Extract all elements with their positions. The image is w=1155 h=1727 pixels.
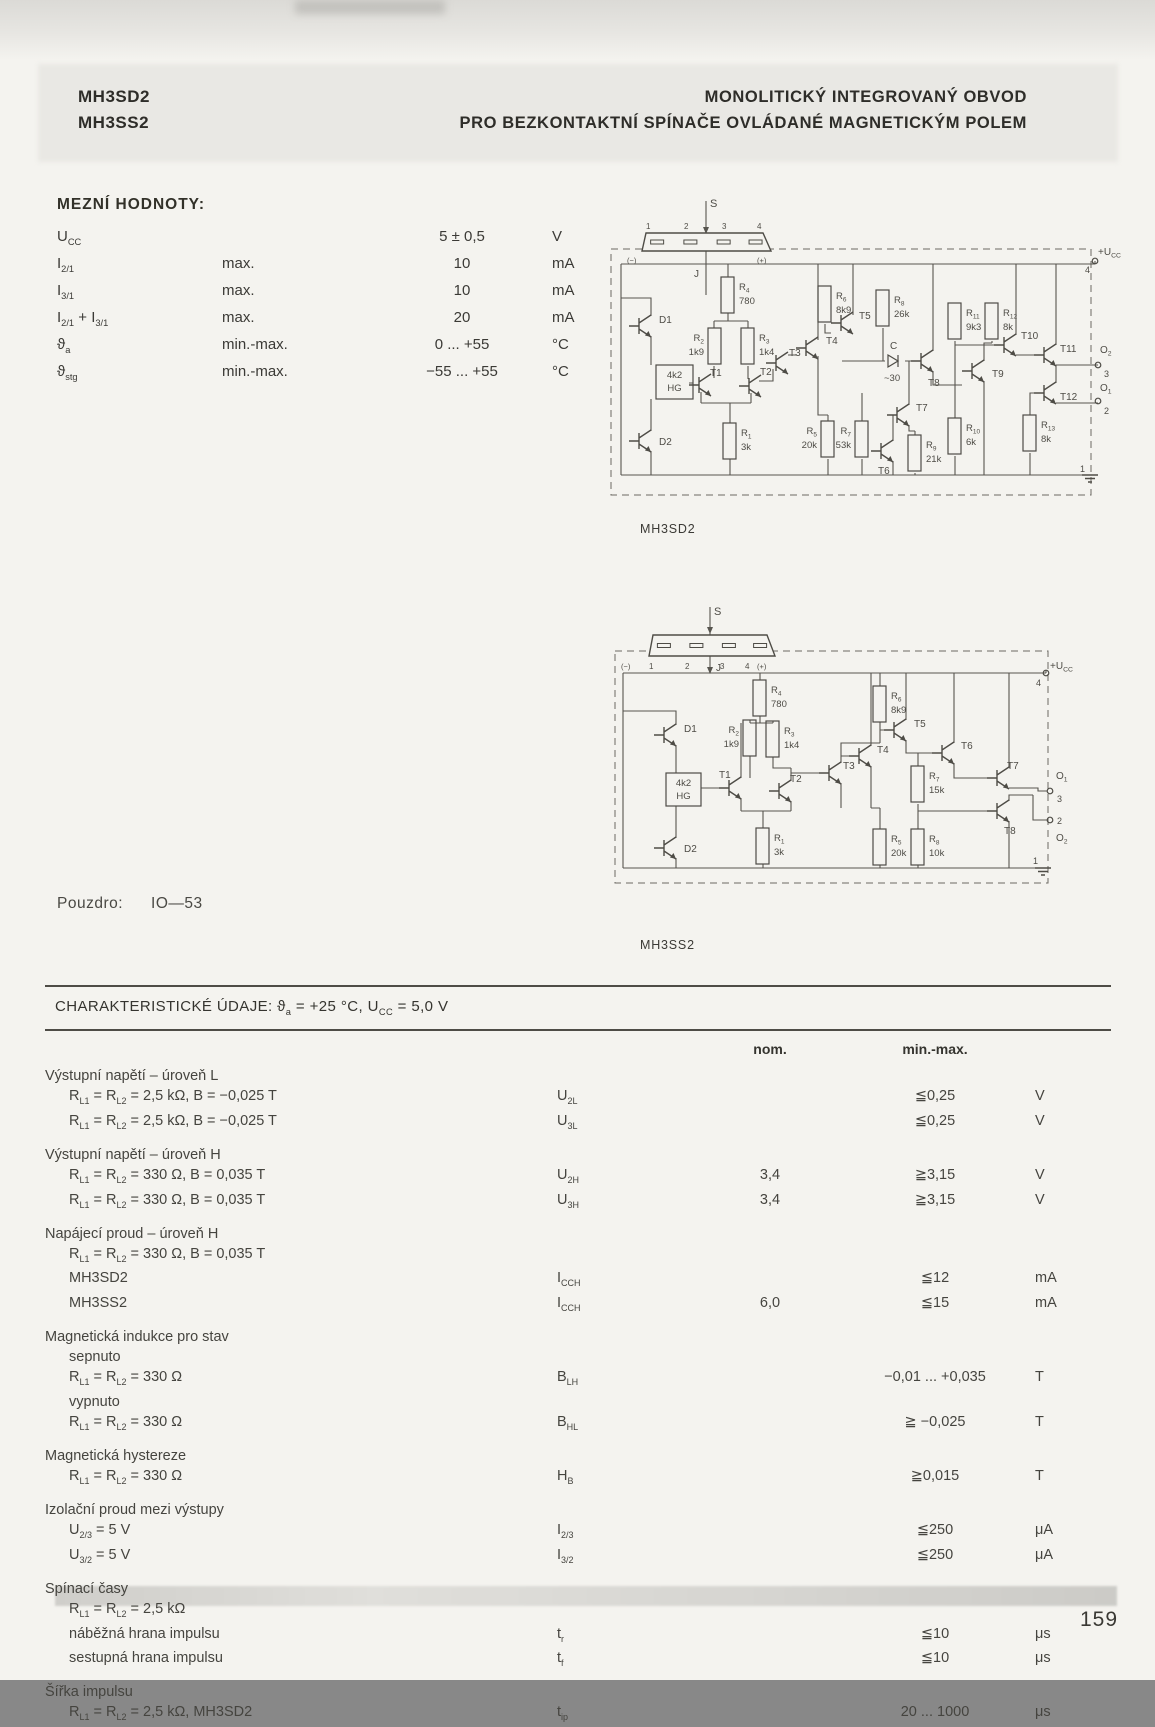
char-group — [45, 1682, 1111, 1727]
resistor — [1023, 415, 1036, 451]
char-group-label: Šířka impulsu — [45, 1684, 133, 1701]
package-value: IO—53 — [151, 895, 203, 912]
resistor — [741, 328, 754, 364]
capacitor-diode-symbol — [888, 355, 898, 367]
resistor-name: $R_3$ — [759, 333, 770, 346]
resistor-value: 53k — [835, 440, 851, 451]
char-group-label: Napájecí proud – úroveň H — [45, 1225, 219, 1242]
resistor-value: 1k9 — [723, 739, 739, 750]
transistor-label: T3 — [843, 761, 855, 772]
char-row: $R_{L1} = R_{L2} = 2,5$ kΩ — [69, 1600, 186, 1619]
schematic-label: 4 — [757, 222, 762, 231]
resistor-value: 9k3 — [966, 322, 982, 333]
resistor-value: 3k — [741, 442, 752, 453]
char-group-label: Magnetická hystereze — [45, 1448, 187, 1465]
schematic-mh3sd2 — [593, 193, 1121, 528]
ground-symbol — [1035, 868, 1051, 875]
char-group-label: Magnetická indukce pro stav — [45, 1329, 229, 1346]
schematic-label: 2 — [685, 662, 690, 671]
schematic-label: $O_2$ — [1056, 833, 1068, 846]
resistor-name: $R_{12}$ — [1003, 308, 1018, 321]
resistor — [985, 303, 998, 339]
title-line2: PRO BEZKONTAKTNÍ SPÍNAČE OVLÁDANÉ MAGNETICKÝM POLEM — [459, 114, 1027, 132]
schematic-label: 3 — [720, 662, 725, 671]
resistor-name: $R_1$ — [741, 428, 752, 441]
resistor-name: $R_{13}$ — [1041, 420, 1056, 433]
schematic-caption-mh3ss2: MH3SS2 — [640, 938, 695, 952]
resistor-value: 8k — [1003, 322, 1014, 333]
char-row: $U_{3/2} = 5$ V $I_{3/2}$ ≦250 μA — [69, 1546, 1054, 1565]
schematic-mh3sd2-drawing — [593, 193, 1121, 528]
char-row: $R_{L1} = R_{L2} = 330$ Ω, B = 0,035 T $U_{3H}$ 3,4 ≧3,15 V — [69, 1191, 1045, 1210]
package-line — [57, 895, 231, 913]
schematic-label: 2 — [684, 222, 689, 231]
resistor-value: 1k9 — [688, 347, 704, 358]
resistor-value: 8k — [1041, 434, 1052, 445]
resistor — [873, 686, 886, 722]
resistor — [708, 328, 721, 364]
schematic-label: S — [710, 198, 718, 210]
part-number-mh3sd2: MH3SD2 — [78, 87, 150, 106]
schematic-label: $+U_{CC}$ — [1098, 247, 1121, 260]
resistor-name: $R_4$ — [771, 685, 782, 698]
char-group — [45, 1446, 1111, 1491]
schematic-label: (+) — [757, 256, 767, 265]
resistor-name: $R_7$ — [929, 771, 940, 784]
limits-row: $ϑ_a$ min.-max. 0 ... +55 °C — [57, 336, 569, 355]
package-outline — [649, 635, 775, 656]
resistor-name: $R_6$ — [891, 691, 902, 704]
transistor-label: T7 — [1007, 761, 1019, 772]
transistor-label: T7 — [916, 403, 928, 414]
transistor-label: T6 — [878, 466, 890, 477]
char-group — [45, 1579, 1111, 1674]
resistor-value: 20k — [801, 440, 817, 451]
schematic-label: $O_1$ — [1100, 383, 1112, 396]
transistor-label: T12 — [1060, 392, 1078, 403]
resistor — [756, 828, 769, 864]
transistor-label: T2 — [760, 367, 772, 378]
schematic-mh3ss2-drawing — [593, 563, 1113, 898]
limits-row: $I_{2/1} + I_{3/1}$ max. 20 mA — [57, 309, 575, 328]
pin-terminal — [1047, 788, 1053, 794]
schematic-label: 4 — [745, 662, 750, 671]
resistor-value: 1k4 — [784, 740, 800, 751]
resistor-value: 3k — [774, 847, 785, 858]
resistor-name: $R_2$ — [693, 333, 704, 346]
char-row: $R_{L1} = R_{L2} = 330$ Ω $B_{LH}$ −0,01 ... +0,035 T — [69, 1369, 1044, 1388]
char-row: náběžná hrana impulsu $t_r$ ≦10 μs — [69, 1625, 1051, 1644]
transistor-label: T6 — [961, 741, 973, 752]
char-row: $R_{L1} = R_{L2} = 330$ Ω $B_{HL}$ ≧ −0,025 T — [69, 1414, 1044, 1433]
resistor-name: $R_8$ — [929, 834, 940, 847]
resistor — [948, 303, 961, 339]
limits-section — [57, 196, 587, 390]
char-row: $R_{L1} = R_{L2} = 2,5$ kΩ, B = −0,025 T $U_{2L}$ ≦0,25 V — [69, 1088, 1045, 1106]
resistor-name: $R_1$ — [774, 833, 785, 846]
char-group — [45, 1145, 1111, 1215]
resistor-value: 8k9 — [891, 705, 907, 716]
chip-boundary — [615, 651, 1048, 883]
char-group — [45, 1327, 1111, 1437]
resistor-value: 10k — [929, 848, 945, 859]
col-header-minmax: min.-max. — [902, 1041, 968, 1057]
diode-value: ~30 — [884, 373, 901, 384]
resistor — [855, 421, 868, 457]
resistor — [743, 720, 756, 756]
part-number-mh3ss2: MH3SS2 — [78, 113, 150, 132]
resistor-name: $R_2$ — [728, 725, 739, 738]
s-arrowhead — [707, 627, 713, 634]
schematic-label: (−) — [621, 662, 631, 671]
limits-row: $ϑ_{stg}$ min.-max. −55 ... +55 °C — [57, 363, 569, 382]
pin-number: 4 — [1085, 265, 1091, 275]
char-row: MH3SD2 $I_{CCH}$ ≦12 mA — [69, 1270, 1057, 1289]
package-label: Pouzdro: — [57, 895, 124, 912]
pin-number: 4 — [1036, 678, 1042, 688]
char-row: $R_{L1} = R_{L2} = 330$ Ω $H_B$ ≧0,015 T — [69, 1468, 1044, 1486]
scan-artifact-smudge — [295, 0, 445, 14]
pin-number: 3 — [1057, 794, 1063, 804]
hall-generator-label: 4k2 — [675, 778, 692, 789]
page-title — [460, 84, 1027, 136]
resistor-value: 15k — [929, 785, 945, 796]
resistor-value: 8k9 — [836, 305, 852, 316]
ground-symbol — [1082, 475, 1098, 482]
hall-generator-label: HG — [676, 791, 691, 802]
resistor-name: $R_6$ — [836, 291, 847, 304]
transistor-label: T11 — [1060, 344, 1077, 355]
transistor-label: T2 — [790, 774, 802, 785]
resistor-name: $R_5$ — [806, 426, 817, 439]
scan-artifact-top — [0, 0, 1155, 60]
schematic-label: 1 — [646, 222, 651, 231]
pin-number: 2 — [1057, 816, 1063, 826]
char-group — [45, 1224, 1111, 1319]
resistor — [721, 277, 734, 313]
char-group-label: Výstupní napětí – úroveň H — [45, 1146, 221, 1163]
limits-row: $U_{CC}$ 5 ± 0,5 V — [57, 228, 563, 247]
char-group-label: Spínací časy — [45, 1580, 129, 1597]
limits-heading: MEZNÍ HODNOTY: — [57, 196, 206, 213]
transistor-label: T4 — [877, 745, 889, 756]
resistor-name: $R_7$ — [840, 426, 851, 439]
schematic-caption-mh3sd2: MH3SD2 — [640, 522, 696, 536]
package-outline — [642, 233, 771, 251]
schematic-label: J — [694, 269, 699, 280]
resistor — [818, 286, 831, 322]
resistor-value: 6k — [966, 437, 977, 448]
transistor-label: T1 — [710, 368, 722, 379]
part-numbers — [78, 84, 150, 136]
resistor-value: 780 — [739, 296, 755, 307]
limits-rows — [57, 228, 587, 390]
char-row: sestupná hrana impulsu $t_f$ ≦10 μs — [69, 1650, 1051, 1669]
characteristics-groups — [45, 1066, 1111, 1727]
limits-row: $I_{3/1}$ max. 10 mA — [57, 282, 575, 301]
pin-number: 1 — [1080, 464, 1086, 474]
pin-number: 1 — [1033, 856, 1039, 866]
resistor — [753, 680, 766, 716]
transistor-label: T9 — [992, 369, 1004, 380]
transistor-label: T8 — [1004, 826, 1016, 837]
char-row: $R_{L1} = R_{L2} = 2,5$ kΩ, B = −0,025 T $U_{3L}$ ≦0,25 V — [69, 1112, 1045, 1131]
char-row: $R_{L1} = R_{L2} = 330$ Ω, B = 0,035 T — [69, 1245, 266, 1264]
resistor — [766, 721, 779, 757]
resistor — [911, 766, 924, 802]
transistor-label: T4 — [826, 336, 838, 347]
title-line1: MONOLITICKÝ INTEGROVANÝ OBVOD — [704, 88, 1027, 106]
transistor-label: T1 — [719, 770, 731, 781]
schematic-label: $O_2$ — [1100, 345, 1112, 358]
char-group-label: Výstupní napětí – úroveň L — [45, 1068, 219, 1084]
transistor-label: T10 — [1021, 331, 1039, 342]
char-row: $R_{L1} = R_{L2} = 2,5$ kΩ, MH3SD2 $t_{ip}$ 20 ... 1000 μs — [69, 1704, 1051, 1723]
pin-number: 3 — [1104, 369, 1110, 379]
schematic-label: J — [716, 663, 721, 674]
resistor-name: $R_4$ — [739, 282, 750, 295]
characteristics-heading: CHARAKTERISTICKÉ ÚDAJE: $ϑ_a = +25$ °C, $U_{CC} = 5,0$ V — [55, 998, 449, 1017]
resistor-name: $R_9$ — [926, 440, 937, 453]
characteristics-section — [45, 985, 1111, 1727]
schematic-label: $O_1$ — [1056, 771, 1068, 784]
resistor-value: 1k4 — [759, 347, 775, 358]
diode-label: C — [890, 341, 898, 352]
resistor-name: $R_8$ — [894, 295, 905, 308]
char-group — [45, 1066, 1111, 1136]
resistor-name: $R_{11}$ — [966, 308, 980, 321]
column-headers — [45, 1031, 1111, 1057]
page-number: 159 — [1080, 1608, 1119, 1631]
char-row: vypnuto — [69, 1394, 120, 1411]
char-row: MH3SS2 $I_{CCH}$ 6,0 ≦15 mA — [69, 1295, 1057, 1314]
hall-generator-label: HG — [667, 383, 682, 394]
char-row: $U_{2/3} = 5$ V $I_{2/3}$ ≦250 μA — [69, 1521, 1054, 1540]
transistor-label: D2 — [684, 844, 697, 855]
resistor-name: $R_3$ — [784, 726, 795, 739]
char-row: $R_{L1} = R_{L2} = 330$ Ω, B = 0,035 T $U_{2H}$ 3,4 ≧3,15 V — [69, 1166, 1045, 1185]
pin-number: 2 — [1104, 406, 1110, 416]
resistor — [876, 290, 889, 326]
schematic-label: 1 — [649, 662, 654, 671]
transistor-label: D1 — [659, 315, 672, 326]
transistor-label: D2 — [659, 437, 672, 448]
schematic-label: (+) — [757, 662, 767, 671]
resistor-name: $R_5$ — [891, 834, 902, 847]
resistor-value: 20k — [891, 848, 907, 859]
transistor-label: T3 — [789, 348, 801, 359]
schematic-label: 3 — [722, 222, 727, 231]
resistor-value: 26k — [894, 309, 910, 320]
resistor — [873, 829, 886, 865]
transistor-label: T5 — [914, 719, 926, 730]
transistor-label: T8 — [928, 378, 940, 389]
resistor — [821, 421, 834, 457]
char-group — [45, 1500, 1111, 1570]
schematic-label: $+U_{CC}$ — [1050, 661, 1073, 674]
resistor-value: 21k — [926, 454, 942, 465]
resistor — [723, 423, 736, 459]
char-row: sepnuto — [69, 1349, 121, 1366]
resistor-name: $R_{10}$ — [966, 423, 981, 436]
resistor — [911, 829, 924, 865]
limits-row: $I_{2/1}$ max. 10 mA — [57, 255, 575, 274]
resistor — [908, 435, 921, 471]
resistor-value: 780 — [771, 699, 787, 710]
chip-boundary — [611, 249, 1091, 495]
col-header-nom: nom. — [753, 1041, 787, 1057]
hall-generator-label: 4k2 — [666, 370, 683, 381]
schematic-mh3ss2 — [593, 563, 1113, 898]
resistor — [948, 418, 961, 454]
transistor-label: D1 — [684, 724, 697, 735]
schematic-label: (−) — [627, 256, 637, 265]
schematic-label: S — [714, 606, 722, 618]
char-group-label: Izolační proud mezi výstupy — [45, 1501, 224, 1518]
transistor-label: T5 — [859, 311, 871, 322]
